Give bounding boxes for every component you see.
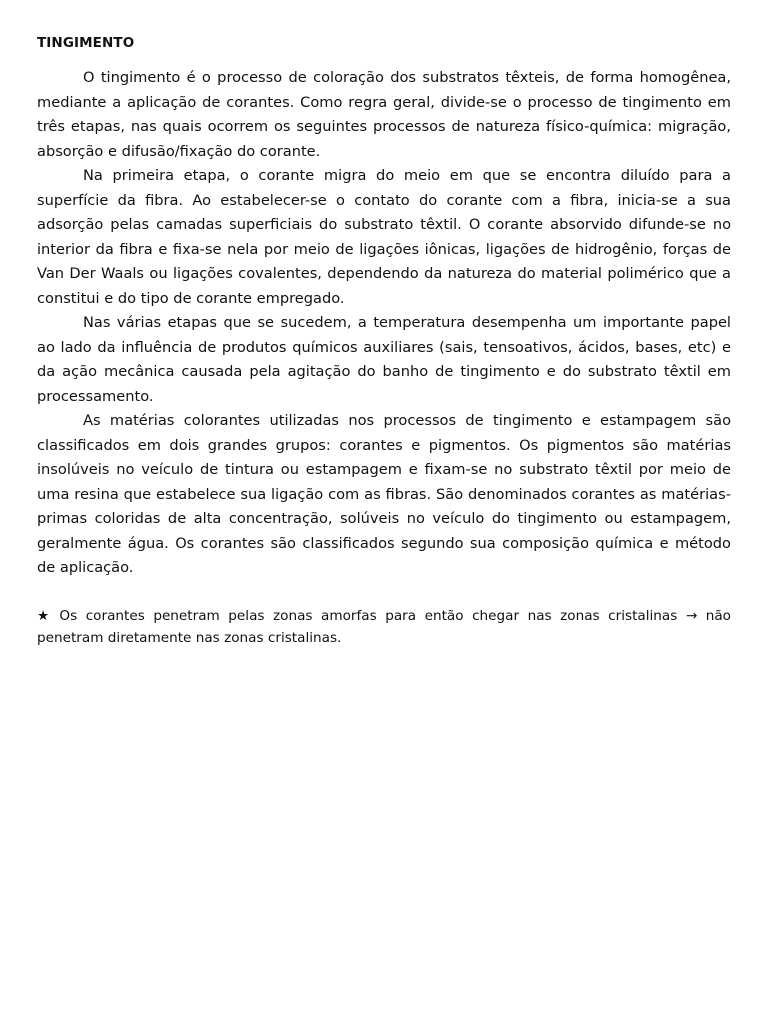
paragraph-4: As matérias colorantes utilizadas nos processos de tingimento e estampagem são classificados em dois grandes grupos: corantes e pigmentos. Os pigmentos são matérias insolúveis no veículo de tintura ou estampagem e fixam-se no substrato têxtil por meio de uma resina que estabelece sua ligação com as fibras. São denominados corantes as matérias-primas coloridas de alta concentração, solúveis no veículo do tingimento ou estampagem, geralmente água. Os corantes são classificados segundo sua composição química e método de aplicação. xyxy=(37,412,731,576)
note xyxy=(37,605,731,649)
document-page xyxy=(37,34,731,649)
paragraph-3: Nas várias etapas que se sucedem, a temperatura desempenha um importante papel ao lado da influência de produtos químicos auxiliares (sais, tensoativos, ácidos, bases, etc) e da ação mecânica causada pela agitação do banho de tingimento e do substrato têxtil em processamento. xyxy=(37,314,731,405)
paragraph-1: O tingimento é o processo de coloração dos substratos têxteis, de forma homogênea, mediante a aplicação de corantes. Como regra geral, divide-se o processo de tingimento em três etapas, nas quais ocorrem os seguintes processos de natureza físico-química: migração, absorção e difusão/fixação do corante. xyxy=(37,69,731,160)
star-icon: ★ xyxy=(37,607,54,624)
paragraph-2: Na primeira etapa, o corante migra do meio em que se encontra diluído para a superfície da fibra. Ao estabelecer-se o contato do corante com a fibra, inicia-se a sua adsorção pelas camadas superficiais do substrato têxtil. O corante absorvido difunde-se no interior da fibra e fixa-se nela por meio de ligações iônicas, ligações de hidrogênio, forças de Van Der Waals ou ligações covalentes, dependendo da natureza do material polimérico que a constitui e do tipo de corante empregado. xyxy=(37,167,731,307)
document-title: TINGIMENTO xyxy=(37,35,135,51)
note-text: Os corantes penetram pelas zonas amorfas para então chegar nas zonas cristalinas → não penetram diretamente nas zonas cristalinas. xyxy=(37,607,732,646)
